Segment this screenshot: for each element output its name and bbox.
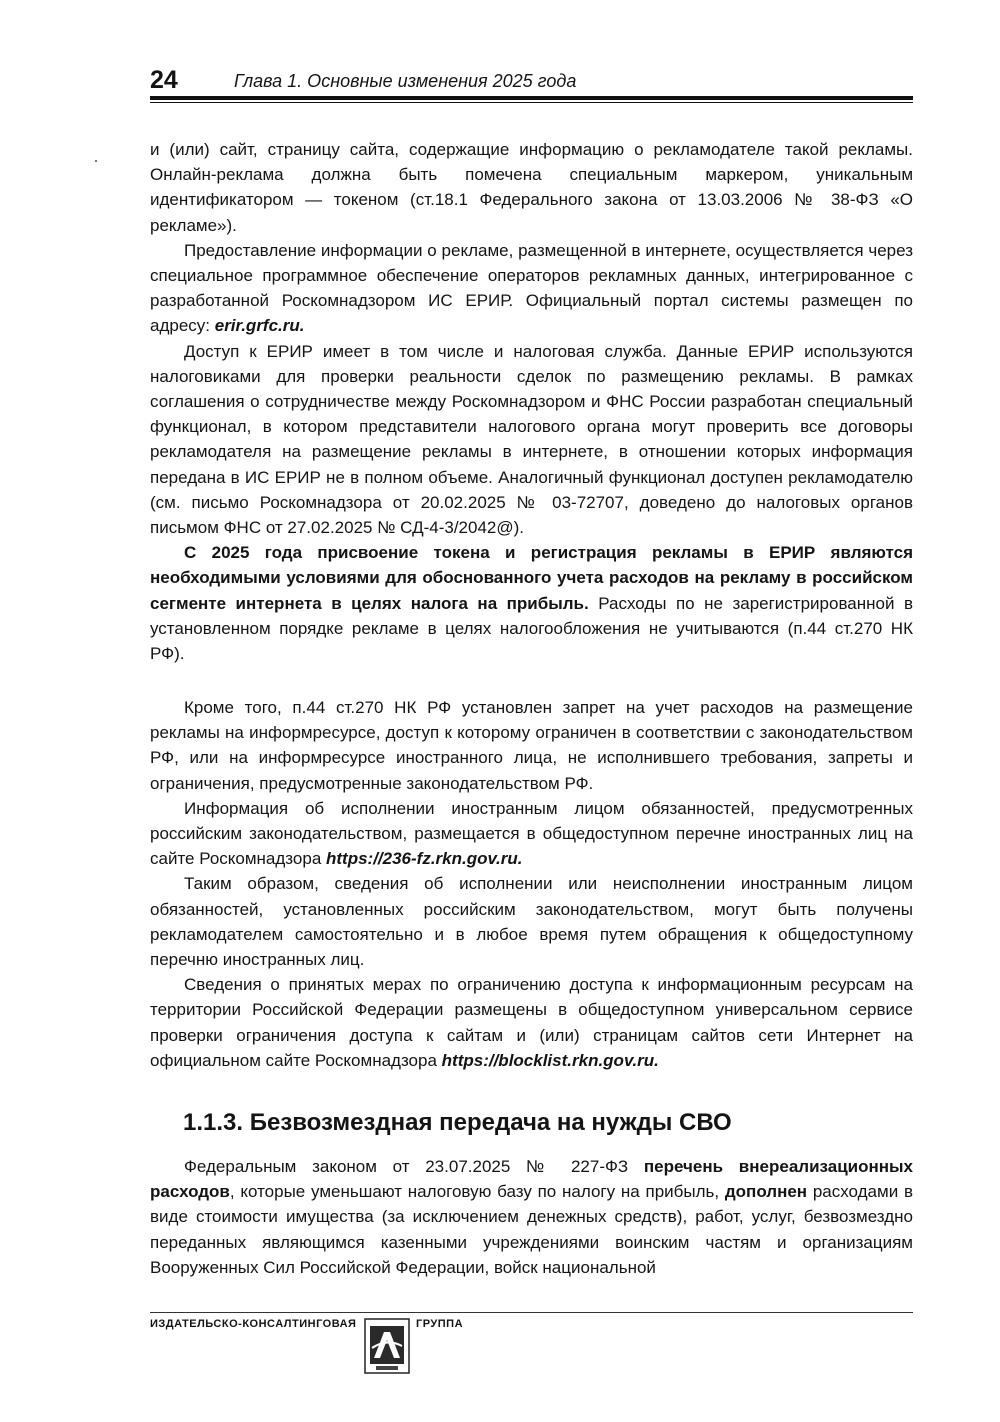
portal-link[interactable]: erir.grfc.ru. <box>214 316 305 336</box>
paragraph-text: Федеральным законом от 23.07.2025 № 227-ФЗ <box>184 1157 644 1176</box>
paragraph <box>150 871 913 972</box>
paragraph <box>150 339 913 541</box>
paragraph-text: и (или) сайт, страницу сайта, содержащие информацию о рекламодателе такой рекламы. Онлайн-реклама должна быть помечена специальным маркером, уникальным идентификатором — токеном (ст.18.1 Федерального закона от 13.03.2006 № 38-ФЗ «О рекламе»). <box>150 140 913 235</box>
page-header <box>150 66 913 96</box>
publisher-logo-icon <box>364 1318 410 1374</box>
body-block-2 <box>150 695 913 1073</box>
footer-rule <box>150 1312 913 1313</box>
body-block-1 <box>150 137 913 666</box>
paragraph-bold-text: дополнен <box>724 1182 808 1202</box>
paragraph <box>150 695 913 796</box>
paragraph <box>150 972 913 1073</box>
publisher-name-right: ГРУППА <box>416 1318 464 1330</box>
paragraph <box>150 137 913 238</box>
blocklist-link[interactable]: https://blocklist.rkn.gov.ru. <box>441 1050 659 1070</box>
paragraph <box>150 540 913 666</box>
paragraph-text: Сведения о принятых мерах по ограничению доступа к информационным ресурсам на территории Российской Федерации размещены в общедоступном универсальном сервисе проверки ограничения доступа к сайтам и (или) страницам сайтов сети Интернет на официальном сайте Роскомнадзора <box>150 975 913 1070</box>
publisher-name-left: ИЗДАТЕЛЬСКО-КОНСАЛТИНГОВАЯ <box>150 1318 357 1330</box>
page-number: 24 <box>150 66 178 94</box>
paragraph-text: Доступ к ЕРИР имеет в том числе и налоговая служба. Данные ЕРИР используются налоговиками для проверки реальности сделок по размещению рекламы. В рамках соглашения о сотрудничестве между Роскомнадзором и ФНС России разработан специальный функционал, в котором представители налогового органа могут проверить все договоры рекламодателя на размещение рекламы в интернете, в отношении которых информация передана в ИС ЕРИР не в полном объеме. Аналогичный функционал доступен рекламодателю (см. письмо Роскомнадзора от 20.02.2025 № 03-72707, доведено до налоговых органов письмом ФНС от 27.02.2025 № СД-4-3/2042@). <box>150 341 913 538</box>
paragraph-text: Кроме того, п.44 ст.270 НК РФ установлен запрет на учет расходов на размещение рекламы на информресурсе, доступ к которому ограничен в соответствии с законодательством РФ, или на информресурсе иностранного лица, не исполнившего требования, запреты и ограничения, предусмотренные законодательством РФ. <box>150 698 913 793</box>
paragraph-text: расходами в виде стоимости имущества (за исключением денежных средств), работ, услуг, безвозмездно переданных являющимся казенными учреждениями воинским частям и организациям Вооруженных Сил Российской Федерации, войск национальной <box>150 1182 913 1277</box>
scan-speck <box>95 160 97 162</box>
header-rule-thick <box>150 96 913 100</box>
paragraph-bold-text: перечень внереализационных расходов <box>150 1157 913 1202</box>
paragraph <box>150 1154 913 1280</box>
paragraph <box>150 796 913 872</box>
paragraph-text: , которые уменьшают налоговую базу по налогу на прибыль, <box>229 1182 725 1202</box>
paragraph-text: Таким образом, сведения об исполнении или неисполнении иностранным лицом обязанностей, установленных российским законодательством, могут быть получены рекламодателем самостоятельно и в любое время путем обращения к общедоступному перечню иностранных лиц. <box>150 874 913 970</box>
body-block-3 <box>150 1154 913 1280</box>
paragraph-bold-text: С 2025 года присвоение токена и регистрация рекламы в ЕРИР являются необходимыми условиями для обоснованного учета расходов на рекламу в российском сегменте интернета в целях налога на прибыль. <box>150 543 913 613</box>
running-head: Глава 1. Основные изменения 2025 года <box>234 71 577 91</box>
rkn-236-link[interactable]: https://236-fz.rkn.gov.ru. <box>326 849 523 869</box>
paragraph-text: Информация об исполнении иностранным лицом обязанностей, предусмотренных российским законодательством, размещается в общедоступном перечне иностранных лиц на сайте Роскомнадзора <box>150 798 913 869</box>
paragraph-text: Расходы по не зарегистрированной в установленном порядке рекламе в целях налогообложения не учитываются (п.44 ст.270 НК РФ). <box>150 593 913 664</box>
page-footer <box>150 1312 913 1382</box>
section-heading: 1.1.3. Безвозмездная передача на нужды СВО <box>183 1109 732 1136</box>
header-rule-thin <box>150 102 913 103</box>
paragraph-text: Предоставление информации о рекламе, размещенной в интернете, осуществляется через специальное программное обеспечение операторов рекламных данных, интегрированное с разработанной Роскомнадзором ИС ЕРИР. Официальный портал системы размещен по адресу: <box>150 240 913 336</box>
paragraph <box>150 238 913 339</box>
